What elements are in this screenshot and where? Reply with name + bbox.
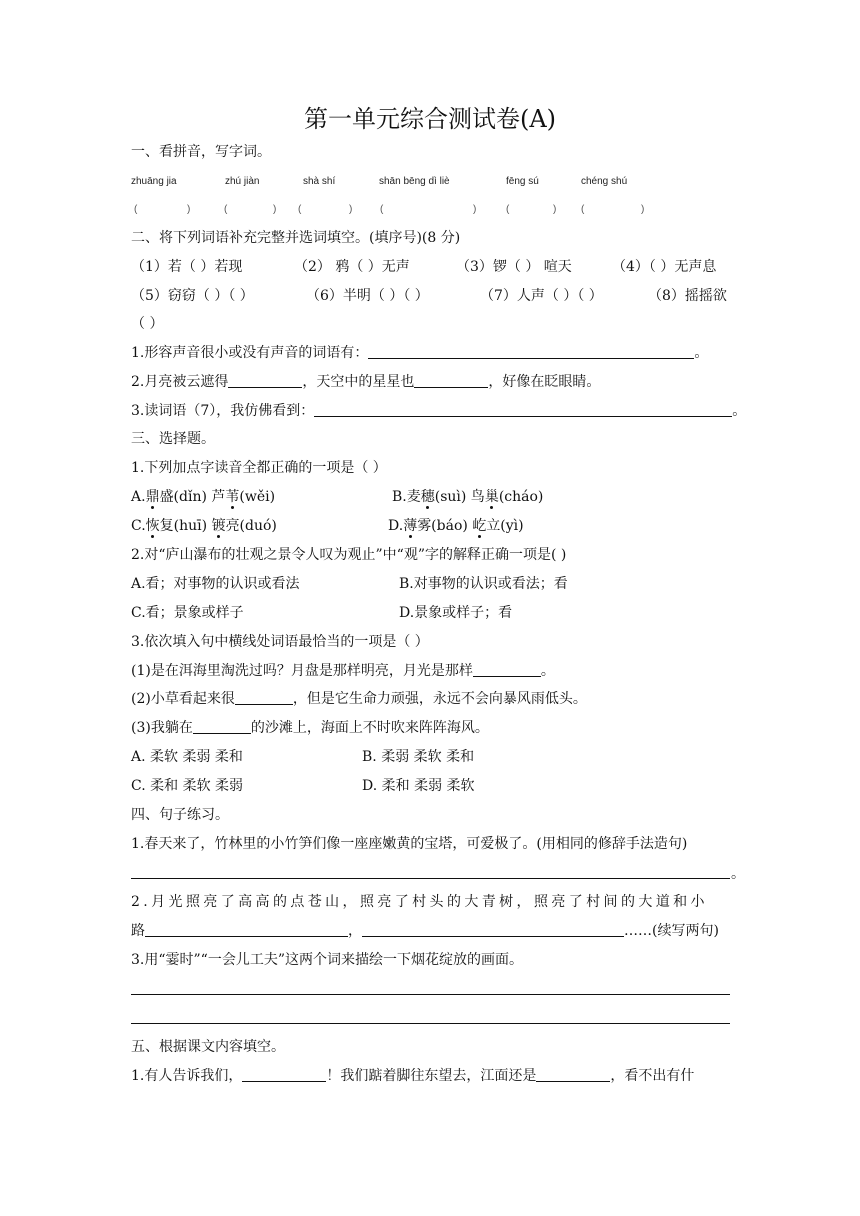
- section2-heading: 二、将下列词语补充完整并选词填空。(填序号)(8 分): [131, 230, 461, 246]
- q3-option-a[interactable]: A. 柔软 柔弱 柔和: [131, 749, 243, 765]
- pinyin-6: chéng shú: [581, 176, 628, 187]
- paren-open: (: [134, 204, 138, 215]
- option-text: 复(huī): [159, 518, 212, 534]
- pinyin-4: shān bēng dì liè: [379, 176, 450, 187]
- comma: ，: [348, 923, 362, 939]
- paren-close: ): [641, 204, 645, 215]
- answer-blank[interactable]: [362, 922, 624, 937]
- instruction-text: ……(续写两句): [624, 923, 719, 939]
- s2-q2-text-b: ，天空中的星星也: [302, 374, 415, 390]
- paren-close: ): [273, 204, 277, 215]
- option-text: 雾(báo): [417, 518, 473, 534]
- idiom-8-paren: （ ）: [131, 316, 164, 332]
- sentence-text: 的沙滩上，海面上不时吹来阵阵海风。: [250, 720, 489, 736]
- idiom-1: （1）若（ ）若现: [131, 259, 243, 275]
- paren-open: (: [581, 204, 585, 215]
- sentence-text: 1.有人告诉我们，: [131, 1068, 243, 1084]
- s2-question-2: [131, 373, 600, 391]
- pinyin-5: fēng sú: [506, 176, 539, 187]
- option-d[interactable]: [388, 517, 524, 535]
- q3-option-c[interactable]: C. 柔和 柔软 柔弱: [131, 778, 244, 794]
- paren-open: (: [506, 204, 510, 215]
- answer-blank[interactable]: [228, 373, 302, 388]
- option-text: (suì) 鸟: [434, 489, 485, 505]
- s2-q3-text: 3.读词语（7），我仿佛看到：: [131, 403, 315, 419]
- q2-option-d[interactable]: D.景象或样子；看: [399, 605, 513, 621]
- answer-blank[interactable]: [473, 662, 541, 677]
- s4-question-1: 1.春天来了，竹林里的小竹笋们像一座座嫩黄的宝塔，可爱极了。(用相同的修辞手法造句): [131, 836, 688, 852]
- s3-question-2: 2.对“庐山瀑布的壮观之景令人叹为观止”中“观”字的解释正确一项是( ): [131, 547, 567, 563]
- sentence-3: [131, 719, 489, 737]
- period: 。: [694, 345, 709, 361]
- s2-question-3: [131, 402, 746, 420]
- paren-close: ): [553, 204, 557, 215]
- paren-open: (: [380, 204, 384, 215]
- sentence-text: ，但是它生命力顽强，永远不会向暴风雨低头。: [292, 691, 587, 707]
- dotted-char: 穗: [420, 489, 435, 505]
- s4-question-3: 3.用“霎时”“一会儿工夫”这两个词来描绘一下烟花绽放的画面。: [131, 952, 523, 968]
- idiom-6: （6）半明（ ）（ ）: [306, 288, 429, 304]
- answer-blank[interactable]: [193, 719, 251, 734]
- option-c[interactable]: [131, 517, 277, 535]
- option-a[interactable]: [131, 488, 275, 506]
- answer-blank[interactable]: [242, 1067, 326, 1082]
- dotted-char: 鼎: [145, 489, 160, 505]
- s2-question-1: [131, 344, 708, 362]
- answer-blank[interactable]: [314, 402, 732, 417]
- answer-line[interactable]: [131, 878, 730, 879]
- q2-option-a[interactable]: A.看；对事物的认识或看法: [131, 576, 300, 592]
- section4-heading: 四、句子练习。: [131, 807, 229, 823]
- idiom-7: （7）人声（ ）（ ）: [480, 288, 603, 304]
- s3-question-3: 3.依次填入句中横线处词语最恰当的一项是（ ）: [131, 634, 429, 650]
- option-letter: A.: [131, 489, 146, 505]
- q3-option-b[interactable]: B. 柔弱 柔软 柔和: [362, 749, 475, 765]
- section3-heading: 三、选择题。: [131, 431, 215, 447]
- option-text: 立(yì): [486, 518, 524, 534]
- s2-q2-text-c: ，好像在眨眼睛。: [488, 374, 601, 390]
- sentence-text: ！我们踮着脚往东望去，江面还是: [326, 1068, 537, 1084]
- sentence-2: [131, 690, 587, 708]
- page-title: 第一单元综合测试卷(A): [303, 105, 557, 133]
- pinyin-1: zhuāng jia: [131, 176, 177, 187]
- paren-close: ): [349, 204, 353, 215]
- sentence-text: (3)我躺在: [131, 720, 193, 736]
- idiom-2: （2） 鸦（ ）无声: [294, 259, 410, 275]
- paren-close: ): [473, 204, 477, 215]
- option-text: (cháo): [498, 489, 544, 505]
- paren-open: (: [224, 204, 228, 215]
- s5-question-1: [131, 1067, 694, 1085]
- s4-question-2-line2: [131, 922, 719, 940]
- period: 。: [731, 866, 745, 882]
- dotted-char: 苇: [225, 489, 240, 505]
- answer-blank[interactable]: [536, 1067, 610, 1082]
- section1-heading: 一、看拼音，写字词。: [131, 144, 271, 160]
- pinyin-2: zhú jiàn: [225, 176, 260, 187]
- idiom-3: （3）锣（ ） 喧天: [456, 259, 572, 275]
- answer-line[interactable]: [131, 994, 730, 995]
- s4-question-2: 2.月光照亮了高高的点苍山，照亮了村头的大青树，照亮了村间的大道和小: [131, 894, 708, 910]
- paren-open: (: [298, 204, 302, 215]
- option-letter: D.: [388, 518, 404, 534]
- idiom-4: （4）（ ）无声息: [612, 259, 717, 275]
- answer-line[interactable]: [131, 1023, 730, 1024]
- section5-heading: 五、根据课文内容填空。: [131, 1039, 285, 1055]
- option-text: (wěi): [239, 489, 276, 505]
- answer-blank[interactable]: [368, 344, 694, 359]
- sentence-text: 路: [131, 923, 145, 939]
- dotted-char: 恢: [145, 518, 160, 534]
- dotted-char: 巢: [484, 489, 499, 505]
- sentence-text: (1)是在洱海里淘洗过吗？月盘是那样明亮，月光是那样: [131, 663, 473, 679]
- option-letter: B.麦: [392, 489, 421, 505]
- q2-option-c[interactable]: C.看；景象或样子: [131, 605, 244, 621]
- idiom-5: （5）窃窃（ ）（ ）: [131, 288, 254, 304]
- answer-blank[interactable]: [145, 922, 348, 937]
- answer-blank[interactable]: [235, 690, 293, 705]
- option-letter: C.: [131, 518, 146, 534]
- answer-blank[interactable]: [414, 373, 488, 388]
- option-text: 亮(duó): [225, 518, 277, 534]
- s2-q1-text: 1.形容声音很小或没有声音的词语有：: [131, 345, 369, 361]
- dotted-char: 镀: [211, 518, 226, 534]
- idiom-8: （8）摇摇欲: [648, 288, 727, 304]
- period: 。: [540, 663, 555, 679]
- option-text: 盛(dǐn) 芦: [159, 489, 226, 505]
- q3-option-d[interactable]: D. 柔和 柔弱 柔软: [362, 778, 475, 794]
- dotted-char: 屹: [472, 518, 487, 534]
- pinyin-3: shà shí: [303, 176, 336, 187]
- s2-q2-text-a: 2.月亮被云遮得: [131, 374, 229, 390]
- sentence-text: ，看不出有什: [610, 1068, 695, 1084]
- option-b[interactable]: [392, 488, 543, 506]
- dotted-char: 薄: [403, 518, 418, 534]
- sentence-text: (2)小草看起来很: [131, 691, 235, 707]
- paren-close: ): [187, 204, 191, 215]
- s3-question-1: 1.下列加点字读音全都正确的一项是（ ）: [131, 460, 387, 476]
- sentence-1: [131, 662, 555, 680]
- period: 。: [732, 403, 747, 419]
- q2-option-b[interactable]: B.对事物的认识或看法；看: [399, 576, 568, 592]
